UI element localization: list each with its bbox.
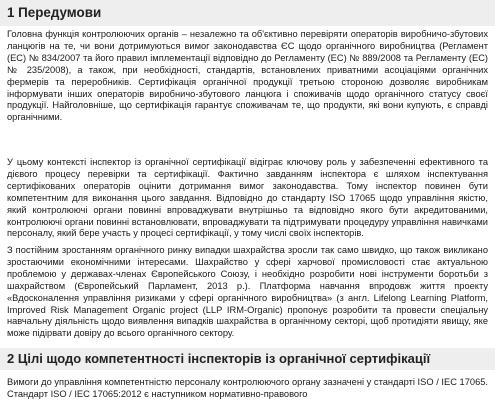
section-2-heading: 2 Цілі щодо компетентності інспекторів із органічної сертифікації: [7, 351, 431, 366]
section-2-paragraph-1: Вимоги до управління компетентністю персоналу контролюючого органу зазначені у стандарті ISO / IEC 17065. Стандарт ISO / IEC 17065:2012 є наступником нормативно-правового: [7, 377, 488, 399]
section-1-heading: 1 Передумови: [7, 5, 102, 20]
section-heading-background-1: [0, 0, 495, 26]
section-1-paragraph-2: У цьому контексті інспектор із органічної сертифікації відіграє ключову роль у забезпеченні ефективного та дієвого процесу перевірки та сертифікації. Фактично завданням інспектора є шляхом інспектування сертифікованих операторів оцінити дотримання вимог законодавства. Тому інспектор повинен бути компетентним для виконання цього завдання. Відповідно до стандарту ISO 17065 щодо управління якістю, який контролюючі органи повинні впроваджувати внутрішньо та відповідно якого бути акредитованими, контролюючі органи повинні встановлювати, впроваджувати та підтримувати процедуру управління навичками персоналу, який бере участь у процесі сертифікації, у тому числі своїх інспекторів.: [7, 157, 488, 239]
section-1-paragraph-3: З постійним зростанням органічного ринку випадки шахрайства зросли так само швидко, що також викликано зростаючими економічними інтересами. Шахрайство у сфері харчової промисловості стає актуальною проблемою у державах-членах Європейського Союзу, і необхідно розробити нові інструменти боротьби з шахрайством (Європейський Парламент, 2013 р.). Платформа навчання впродовж життя проекту «Вдосконалення управління ризиками у сфері органічного виробництва» (з англ. Lifelong Learning Platform, Improved Risk Management Organic project (LLP IRM-Organic) пропонує розробити та провести спеціальну навчальну діяльність щодо виявлення випадків шахрайства в органічному секторі, щоб протидіяти явищу, яке може підірвати довіру до всього органічного сектору.: [7, 245, 488, 339]
section-heading-background-2: [0, 348, 495, 370]
section-1-paragraph-1: Головна функція контролюючих органів – незалежно та об'єктивно перевіряти операторів виробничо-збутових ланцюгів на те, чи вони дотримуються вимог законодавства ЄС щодо органічного виробництва (Регламент (ЕС) № 834/2007 та його правил імплементації відповідно до Регламенту (ЕС) № 889/2008 та Регламенту (ЕС) № 235/2008), а також, при необхідності, стандартів, встановлених приватними асоціаціями органічних фермерів та переробників. Сертифікація органічної продукції третьою стороною дозволяє виробникам інформувати інших операторів виробничо-збутового ланцюга і споживачів щодо органічного статусу своєї продукції. Найголовніше, що сертифікація гарантує споживачам те, що продукти, які вони купують, є справді органічними.: [7, 29, 488, 123]
